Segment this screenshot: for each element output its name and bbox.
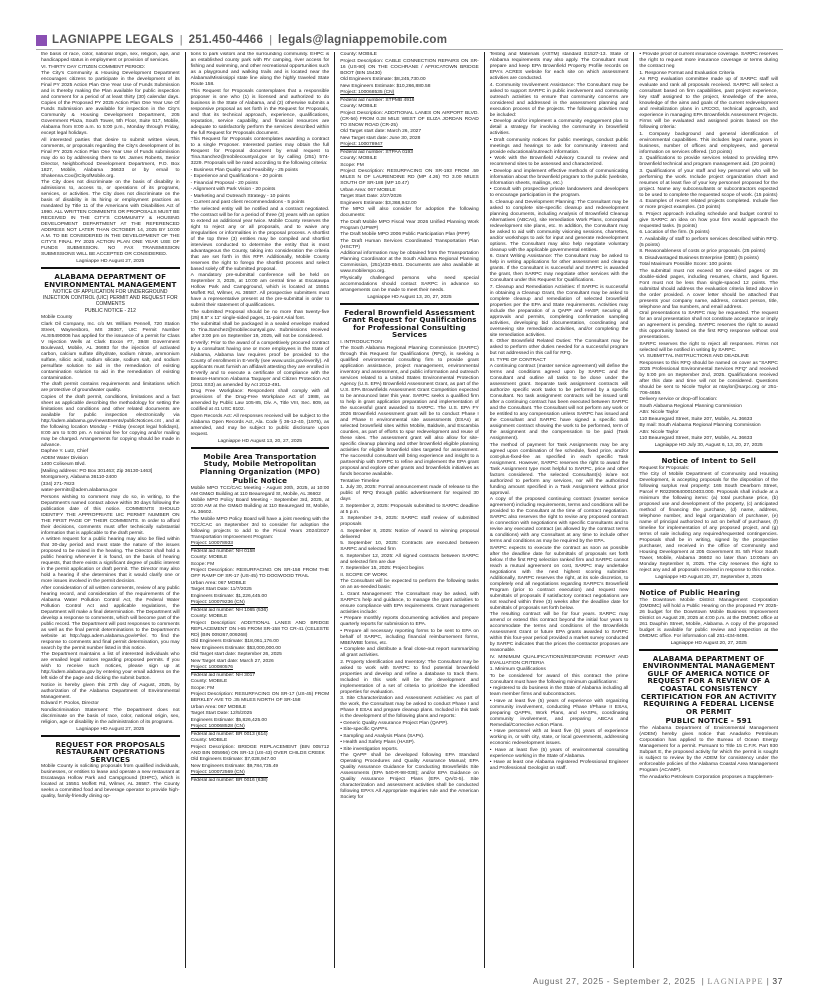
- project-line: County: MOBILE: [340, 104, 377, 109]
- bullet-item: • Site investigation reports.: [340, 746, 399, 752]
- header-separator: |: [179, 34, 183, 46]
- bullet-item: • Prepare monthly reports documenting activities and prepare quarterly reports for submission to EPA.: [340, 616, 479, 628]
- project-line: Federal aid number: NH 3017: [190, 672, 256, 678]
- publication-signature: Lagniappe HD August 13, 20, 27, 2025: [217, 438, 303, 444]
- body-text: 5. Cleanup and Development Planning: The Consultant may be asked to complete site-specific cleanup and redevelopment planning documents, including Analysis of Brownfield Cleanup Alternatives (ABCAs), site remediation Work Plans, conceptual redevelopment site plans, etc. In addition, the Consultant may be asked to aid with community visioning sessions, charrettes, and/or workshops to ask for input and generate redevelopment options. The Consultant may also help negotiate voluntary cleanup with the applicable governmental entities.: [489, 199, 629, 253]
- body-text: The South Alabama Regional Planning Commission (SARPC) through this Request for Qualifications (RFQ), is seeking a qualified environmental consulting firm to provide grant application assistance, project management, environmental inventory and assessment, and public information and outreach services related to a United States Environmental Protection Agency (U.S. EPA) Brownfield Assessment Grant, as part of the U.S. EPA Brownfields Assessment Grant Competition expected to be announced later this year. SARPC seeks a qualified firm to help in grant application preparation and implementation of the successful grant awarded to SARPC. The U.S. EPA FY 2026 Brownfield Assessment grant will be to conduct Phase I and Phase II environmental site assessments (ESAs) at selected brownfield sites within Mobile, Baldwin, and Escambia counties, as part of efforts to spur redevelopment and reuse of these sites. The assessment grant will also allow for site-specific cleanup planning and other brownfield eligible planning activities for eligible brownfield sites targeted for assessment. The successful consultant will bring experience and insight to a partnership with SARPC to refine and implement the EPA grant proposal and explore other grants and brownfields initiatives as funds become available.: [340, 346, 479, 478]
- body-text: The City's Community & Housing Development Department encourages citizens to participate in the development of its Final PY 2025 Action Plan One Year Use of Funds Submission and is thereby making the Plan available for public inspection and comment for a period of at least thirty (30) calendar days. Copies of the Proposed PY 2025 Action Plan One Year Use Of Funds Submission are available for inspection in the City's Community & Housing Development Department, 205 Government Plaza, South Tower, 5th Floor, Suite 517, Mobile, Alabama from 8:00 a.m. to 5:00 p.m., Monday through Friday, except legal holidays.: [41, 71, 180, 136]
- address-line: Attn: Nicole Taylor: [639, 429, 679, 435]
- body-text: A written request for a public hearing may also be filed within that 30-day period and must state the nature of the issues proposed to be raised in the hearing. The Director shall hold a public hearing whenever it is found, on the basis of hearing requests, that there exists a significant degree of public interest in the permit application or draft permit. The Director may also hold a hearing if she determines that it would clarify one or more issues involved in the permit decision.: [41, 537, 180, 585]
- criteria-item: 8. Reasonableness of costs or price proposals. (25 points): [639, 249, 766, 254]
- criteria-item: 2. Qualifications to provide services related to providing EPA brownfield technical and program management aid. (20 points): [639, 156, 778, 167]
- notice-number: PUBLIC NOTICE - 591: [665, 716, 752, 726]
- body-text: This Request for Proposals contemplates that a responsible proposer is one who (1) is licensed and authorized to do business in the State of Alabama, and (2) otherwise submits a responsive proposal as set forth in the Request for Proposals, and that its technical approach, experience, qualifications, reputation, service capability, and financial resources are adequate to satisfactorily perform the services described within the full Request for Proposals document.: [190, 88, 330, 136]
- body-text: 3. Site Characterization and Assessment Activities: As part of the work, the Consultant may be asked to conduct Phase I and Phase II ESAs and prepare cleanup plans. Included in this task is the development of the following plans and reports:: [340, 696, 479, 720]
- body-text: The City does not discriminate on the basis of disability in admissions to, access to, or operations of its programs, services, or activities. The City does not discriminate on the basis of disability in its hiring or employment practices as mandated by Title 11 of the Americans with Disabilities Act of 1990. ALL WRITTEN COMMENTS OR PROPOSALS MUST BE RECEIVED IN THE CITY'S COMMUNITY & HOUSING DEVELOPMENT DEPARTMENT AT THE REFERENCED ADDRESS NOT LATER THAN OCTOBER 14, 2025 BY 10:00 A.M. TO BE CONSIDERED IN THE DEVELOPMENT OF THE CITY'S FINAL PY 2025 ACTION PLAN ONE YEAR USE OF FUNDS SUBMISSION. NO FAX TRANSMISSION SUBMISSIONS WILL BE ACCEPTED OR CONSIDERED.: [41, 180, 180, 257]
- body-text: The draft permit contains requirements and limitations which are protective of groundwater quality.: [41, 382, 180, 394]
- body-text: A copy of the proposed continuing contract (master service agreement) including requirements, terms and conditions will be provided to the Consultant at the time of contract negotiation. SARPC also reserves the right to revise any proposed contract in connection with negotiations with specific Consultants and to revise any executed contract (as allowed by the contract terms & conditions) with any Consultant at any time to include other terms and conditions as may be required by the EPA.: [489, 497, 629, 544]
- timeline-item: 7. September 15, 2025: Project begins: [340, 566, 424, 572]
- body-text: Persons wishing to comment may do so, in writing, to the Department's named contact above within 30 days following the publication date of this notice. COMMENTS SHOULD IDENTIFY THE APPROPRIATE UIC PERMIT NUMBER ON THE FIRST PAGE OF THEIR COMMENTS. In order to afford their decisions, comments must offer technically substantial information that is applicable to the draft permit.: [41, 494, 180, 536]
- body-text: The Draft Mobile MPO 2006 Public Participation Plan (PPP): [340, 232, 470, 237]
- body-text: Copies of the draft permit, conditions, limitations and a fact sheet as applicable describing the methodology for setting the limitations and conditions and other related documents are available for public inspection electronically via http://adem.alabama.gov/newsEvents/publicNotices.cnt , and at the following location Monday - Friday (except legal holidays), 8:00 am to 5:00 pm. A nominal fee for copying and/or mailing may be charged. Arrangements for copying should be made in advance.: [41, 394, 180, 448]
- bullet-item: • Health and Safety Plans (HASP).: [340, 740, 416, 746]
- publication-signature: Lagniappe HD August 27, 2025: [76, 726, 145, 732]
- contact-line: Montgomery, Alabama 36110-2400: [41, 475, 117, 481]
- body-text: 1. Grant Management: The Consultant may be asked, with SARPC's help and guidance, to manage the grant activities to ensure compliance with EPA requirements. Grant management activities include:: [340, 591, 479, 615]
- body-text: Testing and Materials (ASTM) standard E1527-13. State of Alabama requirements may also apply. The Consultant must prepare and keep EPA Brownfield Property Profile records on EPA's ACRES website for each site on which assessment activities are conducted.: [489, 52, 629, 81]
- project-line: Urban Area: 067 MOBILE: [340, 187, 396, 193]
- notice-title: Notice of Intent to Sell: [661, 456, 756, 465]
- project-number: Project: 100080576: [190, 665, 234, 671]
- body-text: The City of Mobile Department of Community and Housing Development, is accepting proposals for the disposition of the following surplus real property: 165 South Dearborn Street, Parcel # R022906400010403.000. Proposals shall include at a minimum the following items: (a) total purchase price, (b) proposed use and development of the property, (c) anticipated method of financing the purchase, (d) name, address, telephone number, and legal organization of purchaser, (e) name of principal authorized to act on behalf of purchaser, (f) timeline for implementation of any proposed project, and (g) terms of sale including any required/requested contingencies. Proposals shall be in writing, signed by the prospective purchaser, and received in the office of Community and Housing Development at 205 Government St. 5th Floor South Tower, Mobile, Alabama 36602 no later than 10:00am on Monday September 8, 2025. The City reserves the right to reject any and all proposals received in response to this notice.: [639, 472, 778, 574]
- column-1: [36, 52, 186, 968]
- body-text: A continuing contract (master service agreement) will define the terms and conditions agreed upon by SARPC and the Consultant and outline all tasks to be done under the assessment grant. Separate task assignment contracts will authorize specific work tasks to be performed by a specific Consultant. No task assignment contracts will be issued until after a continuing contract has been executed between SARPC and the Consultant. The Consultant will not perform any work or be entitled to any compensation unless SARPC has issued and the Consultant and SARPC have signed a specific task assignment contract showing the work to be performed, term of the assignment and the compensation to be paid (Task Assignment).: [489, 364, 629, 441]
- body-text: The method of payment for Task Assignments may be any agreed upon combination of fee schedule, fixed price, and/or cost-plus-fixed-fee as specified in each specific Task Assignment. However, SARPC reserves the right to award the Task Assignment type most helpful to SARPC, price and other factors considered. The selected Consultant(s) is/are not authorized to perform any services, nor will the authorized funding amount specified in a Task Assignment without prior approval.: [489, 442, 629, 496]
- body-text: Mobile County: [41, 315, 73, 321]
- bullet-item: • Generic Quality Assurance Project Plan (QAPP).: [340, 720, 449, 726]
- body-text: After consideration of all written comments, review of any public hearing record, and consideration of the requirements of the Alabama Water Pollution Control Act, the Federal Water Pollution Control Act and applicable regulations, the Department will make a final determination. The Department will develop a response to comments, which will become part of the public record. The Department will post responses to comments as well as the final permit determinations to the Department's website at http://app.adem.alabama.gov/eFile/. To find the response to comments and final permit determination, you may search by the permit number listed in this notice.: [41, 585, 180, 651]
- body-text: The submittal must not exceed 50 one-sided pages or 25 double-sided pages, including resumes, charts, and figures. Font must not be less than single-spaced 12 points. The submittal should address the evaluation criteria listed above in the order provided. A cover letter should be attached that presents your company name, address, contact person, title, telephone and fax numbers, and email address.: [639, 268, 778, 310]
- notice-subtitle: NOTICE OF APPLICATION FOR UNDERGROUND INJECTION CONTROL (UIC) PERMIT AND REQUEST FOR COMMENTS: [42, 289, 178, 308]
- project-line: Old Engineers Estimate: $7,028,947.00: [190, 757, 276, 763]
- header-separator: |: [269, 34, 273, 46]
- section-title: LAGNIAPPE LEGALS: [52, 34, 174, 46]
- project-line: Project Description: RESURFACING ON SR-17 (US-45) FROM BERKLEY AVE TO .35 MILES NORTH OF SR-158: [190, 692, 330, 704]
- body-text: The MPO will also consider for adoption the following documents:: [340, 207, 479, 218]
- criteria-item: 3. Qualifications of your staff and key personnel who will be performing the work. Include project organization chart and resumes of at least five of your key personnel proposed for the project. Name any subconsultants or subcontractors expected to be used to complete the requested scope of work. (15 points): [639, 168, 778, 198]
- criteria-item: 7. Availability of staff to perform services described within RFQ. (5 points): [639, 236, 778, 248]
- timeline-item: 1. July 30, 2025: Formal announcement made of release to the public of RFQ through public advertisement for required 30 days: [340, 485, 479, 503]
- address-line: 110 Beauregard Street, Suite 207, Mobile, AL 36633: [639, 416, 753, 422]
- criteria-item: - Marketing and Outreach Strategy - 10 points: [190, 193, 290, 199]
- project-line: Target Start Date: 11/7/2025: [190, 587, 252, 593]
- project-line: Federal aid number: NH 1065 (536): [190, 607, 268, 613]
- bullet-item: • Work with the Brownfield Advisory Council to review and recommend sites to be assessed and characterized.: [489, 156, 629, 167]
- project-line: Project Description: CABLE CONNECTION REPAIRS ON SR-16 (US-90) ON THE COCHRANE / AFRICATOWN BRIDGE BOOT (BIN 15430): [340, 58, 479, 76]
- project-number: Project: 100068535 (CN): [340, 90, 395, 95]
- project-line: New Engineers Estimate: $10,266,880.58: [340, 83, 431, 89]
- column-4: [485, 52, 635, 968]
- body-text: Mobile MPO Policy Board Meeting - September 3rd, 2025, at 10:00 AM at the GM&O Building at 110 Beauregard St, Mobile, AL 36602.: [190, 498, 330, 516]
- project-number: Project: 100078947: [340, 142, 383, 147]
- body-text: The Downtown Mobile District Management Corporation (DMDMC) will hold a Public Hearing on the proposed FY 2025-26 budget for the Downtown Mobile Business Improvement District on August 28, 2025 at 4:00 p.m. at the DMDMC office at 261 Dauphin Street, Mobile, Alabama. A copy of the proposed budget is available for public review and inspection at the DMDMC office. For information call 251-434-8498.: [639, 597, 778, 639]
- project-line: County: MOBILE: [190, 738, 228, 744]
- notice-title: Federal Brownfield Assessment Grant Request for Qualifications for Professional Consulting Services: [342, 307, 477, 340]
- body-text: The Alabama Department of Environmental Management (ADEM) hereby gives notice that Anadarko Petroleum Corporation has applied to the Bureau of Ocean Energy Management for a permit. Pursuant to Title 15 C.F.R. Part 930 Subpart E, the proposed activity for which the permit is sought is subject to review by the ADEM for consistency under the enforceable policies of the Alabama Coastal Area Management Program (ACAMP).: [639, 726, 778, 774]
- contact-line: ADEM Water Division: [41, 455, 88, 461]
- body-text: SARPC expects to execute the contract as soon as possible after the deadline date for submittals of proposals set forth below. If the first RFQ selection ranked firm and SARPC cannot reach a mutual agreement on cost, SARPC may undertake negotiations with the next highest scoring submitter. Additionally, SARPC reserves the right, at its sole discretion, to completely end all negotiations regarding SARPC's Brownfield Program (prior to contract execution) and request new submittals of proposals if satisfactory contract negotiations are not reached within three (3) weeks after the deadline date for submittals of proposals set forth below.: [489, 545, 629, 611]
- body-text: Clark Oil Company, Inc. c/o Mr. William Pennell, 720 Station Street, Waynesboro, MS 39367, UIC Permit Number ALSI5490006 has applied for the issuance of a permit for Class V Injection Wells at Clark Exxon #7, 3948 Government Boulevard, Mobile, AL 36693 for the injection of activated carbon, calcium sulfate dihydrate, sodium nitrate, ammonium sulfate, silicic acid, sodium silicate, sodium salt, and sodium persulfate solution to aid in the remediation of existing contamination solution to aid in the remediation of existing contamination.: [41, 321, 180, 381]
- project-line: Project Description: ADDITIONAL LANES ON AIRPORT BLVD. (CR-56) FROM 0.28 MILE WEST OF ELIZA JORDAN ROAD TO SNOW ROAD (CR-25): [340, 110, 479, 128]
- contact-line: [Mailing address: PO Box 301463; Zip 36130-1463]: [41, 468, 153, 474]
- criteria-item: 4. Examples of recent related projects completed. Include five or more project examples. (10 points): [639, 199, 778, 210]
- criteria-item: - Alignment with Park Vision - 20 points: [190, 187, 276, 192]
- header-email[interactable]: legals@lagniappemobile.com: [278, 34, 448, 46]
- body-text: The Department maintains a list of interested individuals who are emailed legal notices regarding proposed permits. If you wish to receive such notices, please sign up at http://adem.alabama.gov by entering your email address on the left side of the page and clicking the submit button.: [41, 652, 180, 682]
- project-number: Project: 100068528 (CN): [190, 724, 245, 730]
- project-line: Old Engineers Estimate: $18,061,176.00: [190, 639, 279, 645]
- notice-title: ALABAMA DEPARTMENT OF ENVIRONMENTAL MANAGEMENT: [44, 272, 177, 289]
- body-text: All interested parties that desire to submit written views, comments, or proposals regarding the City's development of its Final PY 2025 Action Plan One Year Use of Funds submission may do so by addressing them to Mr. James Roberts, Senior Director, Neighborhood Development Department, P.O. Box 1827, Mobile, Alabama 36633 or by email to Shakenna.Cox@CityofMobile.org.: [41, 137, 180, 179]
- body-text: Drug Free Workplace: Respondent shall comply with all provisions of the Drug-Free Workplace Act of 1988, as amended by Public Law 105-85, Div. A, Title VIII, Sec. 809, as codified at 41 USC 8102.: [190, 389, 330, 412]
- section-heading: VI. SUBMITTAL INSTRUCTIONS AND DEADLINE: [639, 354, 749, 359]
- project-line: County: MOBILE: [340, 52, 377, 57]
- body-text: Nondiscrimination Statement: The Department does not discriminate on the basis of race, color, national origin, sex, religion, age or disability in the administration of its programs.: [41, 707, 180, 725]
- notice-mpo: [191, 447, 330, 785]
- contact-line: (334) 271-7823: [41, 481, 75, 487]
- notice-title: Mobile Area Transportation Study, Mobile Metropolitan Planning Organization (MPO): [199, 451, 321, 476]
- body-text: To be considered for award of this contract the prime Consultant must have the following minimum qualifications:: [489, 673, 629, 685]
- body-text: The submittal shall be packaged in a sealed envelope marked to Tina.Sanchez@mobilecountyal.gov. Submissions received after 3:00 pm on September 19, 2025, will not be considered.: [190, 322, 330, 339]
- project-line: Federal aid number: STPAA 0193: [340, 149, 413, 155]
- column-5: [634, 52, 783, 968]
- bullet-item: • registered to do business in the State of Alabama including all team member firms and subcontractors.: [489, 686, 629, 697]
- address-line: Attn: Nicole Taylor: [639, 410, 679, 415]
- project-line: Federal aid number: BR 0013 (614): [190, 731, 268, 737]
- issue-dates: August 27, 2025 - September 2, 2025: [532, 976, 696, 986]
- page-footer: [533, 976, 783, 986]
- bullet-item: • Prepare all necessary reporting forms to be sent to EPA on behalf of SARPC, including financial reimbursement forms, MBE/WBE forms, etc.: [340, 628, 479, 646]
- section-heading: III. TYPE OF CONTRACT: [489, 357, 546, 363]
- body-text: The Mobile MPO Policy Board will have a joint meeting with the TCC/CAC on September 3rd to consider for adoption the following projects to add to the Fiscal Years 2024/2027 Transportation Improvement Program:: [190, 516, 330, 540]
- publication-signature: Lagniappe HD August 20, 27, September 3, 2025: [655, 575, 763, 581]
- bullet-item: • Have at least one Alabama registered Professional Engineer and Professional Geologist on staff.: [489, 760, 629, 771]
- bullet-item: • Draft community notices for public meetings, conduct public meetings and hearings to ask for community interest and provide educational/outreach information.: [489, 137, 629, 155]
- body-text: Responses to this RFQ should be named on cover as "SARPC 2025 Professional Environmental Services RFQ" and received by 5:00 pm on September 2nd, 2025. Qualifications received after this date and time will not be considered. Questions should be sent to Nicole Taylor at ntaylor@sarpc.org or 251-706-4659.: [639, 360, 778, 396]
- address-line: Delivery service or drop-off location:: [639, 397, 718, 402]
- project-line: Federal aid number: NH 0158: [190, 548, 256, 554]
- project-line: Engineers Estimate: $5,826,425.00: [190, 717, 267, 723]
- timeline-item: 3. September 3-5, 2025: SARPC staff review of submitted proposals: [340, 516, 479, 528]
- body-text: The submitted Proposal should be no more than twenty-five (25) 8.5" x 11" single-sided pages, 11-point Arial font.: [190, 309, 330, 321]
- bullet-item: • Consult with prospective private landowners and developers to encourage participation in the program.: [489, 187, 629, 198]
- project-line: Project Description: ADDITIONAL LANES AND BRIDGE REPLACEMENT ON I-65 FROM SR-158 TO CR-41 (CELESTE RD) (BIN 009267,009268): [190, 620, 330, 638]
- project-line: Project Description: RESURFACING ON SR-193 FROM .59 MILES N OF LAURENDINE RD (MP 4.26) TO 3.00 MILES SOUTH OF SR-188 (MP 10.47): [340, 169, 479, 186]
- project-line: County: MOBILE: [190, 555, 228, 561]
- project-line: Engineers Estimate: $3,368,942.00: [340, 200, 417, 206]
- criteria-item: - Business Plan Quality and Feasibility - 25 points: [190, 167, 298, 173]
- page-header: [36, 34, 783, 50]
- criteria-item: - Experience and Qualifications - 20 points: [190, 174, 283, 179]
- timeline-item: 2. September 2, 2025: Proposals submitted to SARPC deadline at 5 p.m.: [340, 503, 479, 515]
- body-text: The Draft Human Services Coordinated Transportation Plan (HSCTP): [340, 238, 479, 250]
- bullet-item: • Site-specific QAPPs.: [340, 727, 389, 733]
- section-heading: 1. Minimum Qualifications: [489, 667, 546, 672]
- body-text: The resulting contract will be for four years. SARPC may amend or extend this contract beyond the initial four years to accommodate the terms and conditions of the Brownfields Assessment Grant or future EPA grants awarded to SARPC within this four-year period provided a market survey conducted by SARPC indicates that the prices the contractor proposes are reasonable.: [489, 612, 629, 653]
- criteria-item: 9. Disadvantaged Business Enterprise (DBE) (5 points): [639, 255, 759, 261]
- project-line: County: MOBILE: [190, 679, 228, 685]
- body-text: An RFQ evaluation committee made up of SARPC staff will evaluate and rank all proposals received. SARPC will select a consultant based on firm capabilities, past project experience, key staff assigned to the project, knowledge of the area, knowledge of the aims and goals of the current redevelopment and revitalization plans in LRCOG, technical approach, and experience in managing EPA Brownfields Assessment Projects. Firms will be evaluated and assigned points based on the following criteria:: [639, 77, 778, 130]
- body-text: Physically challenged persons who need special accommodations should contact SARPC in advance so arrangements can be made to meet their needs.: [340, 275, 479, 293]
- project-line: Old Target start date: September 26, 2025: [190, 652, 282, 658]
- section-color-block: [36, 35, 47, 46]
- notice-subtitle: Public Notice: [232, 476, 288, 486]
- project-line: New Engineers Estimate: $9,784,735.49: [190, 763, 279, 769]
- score-total: Total Maximum Possible Score: 100 points: [639, 262, 732, 267]
- bullet-item: • Sampling and Analysis Plans (SAPs).: [340, 733, 425, 739]
- bullet-item: • Have at least five (5) years of environmental consulting experience working in the State of Alabama.: [489, 747, 629, 759]
- contact-line: 1400 Coliseum Blvd.: [41, 462, 86, 468]
- body-text: The QAPP shall be developed following EPA Standard Operating Procedures and Quality Assurance Manual; EPA Quality Assurance Guidance for Conducting Brownfields Site Assessments (EPA 540-R-98-038); and/or EPA Guidance on Quality Assurance Project Plans (EPA QA/G-5). Site characterization and assessment activities shall be conducted following EPA's All Appropriate Inquiries rule and the American Society for: [340, 753, 479, 801]
- section-heading: II. SCOPE OF WORK: [340, 572, 388, 578]
- section-heading: I. INTRODUCTION: [340, 339, 382, 345]
- notice-public-hearing: [639, 583, 778, 647]
- bullet-item: • Provide proof of current insurance coverage. SARPC reserves the right to request more insurance coverage or terms during the contract neg: [639, 52, 778, 69]
- criteria-item: 1. Company background and general identification of environmental capabilities. This includes legal name, years in business, number of offices and employees, and general information on services offered. (10 points): [639, 131, 778, 155]
- contact-line: Daphne Y. Lutz, Chief: [41, 449, 89, 455]
- body-text: Oral presentations to SARPC may be requested. The request for an oral presentation shall not constitute acceptance or imply an agreement is pending. SARPC reserves the right to award this opportunity based on the first RFQ response without oral presentations.: [639, 311, 778, 340]
- body-text: 4. Community Involvement Assistance: The Consultant may be asked to support SARPC in public involvement and community outreach activities to ensure that community concerns are considered and addressed in the assessment planning and execution process of the projects. The following activities may be included:: [489, 82, 629, 118]
- body-text: 7. Cleanup and Remediation Activities: If SARPC is successful in obtaining a Cleanup Grant, the Consultant may be asked to complete cleanup and remediation of selected brownfield properties per the EPA and State requirements. Activities may include the preparation of a QAPP and HASP, securing all approvals and permits, completing confirmation sampling activities, developing bid documentation, coordinating and overseeing site remediation activities, and/or completing the site remediation activities.: [489, 284, 629, 338]
- bullet-item: • Develop and/or implement a community engagement plan to detail a strategy for involving the community in brownfield activities.: [489, 119, 629, 136]
- notice-rfp-restaurant: [41, 735, 180, 801]
- column-2: [186, 52, 336, 968]
- project-line: Target Start Date: 12/5/2025: [190, 711, 253, 717]
- project-line: Scope: FM: [340, 162, 364, 168]
- section-heading: Tentative Timeline: [340, 478, 380, 484]
- body-text: E-Verify: Prior to the award of a competitively procured contract by a consultant having one or more employees in the State of Alabama, Alabama law requires proof be provided to the County of enrollment in E-Verify (see www.uscis.gov/everify). All applicants must furnish an affidavit attesting they are enrolled in E-Verify and to execute a certificate of compliance with the Beason-Hammon Alabama Taxpayer and Citizen Protection Act (2011 SS3) as amended by Act 2012-491.: [190, 340, 330, 388]
- body-text: the basis of race, color, national origin, sex, religion, age, and handicapped status in employment or provision of services.: [41, 52, 180, 63]
- section-heading: 1. Response Format and Evaluation Criteria: [639, 70, 735, 76]
- body-text: Edward F. Poolos, Director: [41, 701, 99, 707]
- project-line: Federal aid number: STPMB 4918: [340, 97, 415, 103]
- project-number: Project: 100072569 (CN): [190, 770, 245, 776]
- body-text: This Request for Proposals contemplates awarding a contract to a single Proposer. Interested parties may obtain the full Request for Proposal document by email request to Tina.Sanchez@mobilecountyal.gov or by calling (251) 574-3229. Proposals will be rated according to the following criteria:: [190, 137, 330, 166]
- project-line: Urban Area: 067 MOBILE: [190, 704, 247, 710]
- body-text: A mandatory pre-submittal conference will be held on September 3, 2025, at 10:00 am central time at Escatawpa Hollow Park and Campground, which is located at 15551 Moffett Rd, Wilmer, AL 36587. All prospective submitters must have a representative present at the pre-submittal in order to submit their statement of qualifications.: [190, 273, 330, 308]
- body-text: 8. Other Brownfield Related Duties: The Consultant may be asked to perform other duties needed for a successful program but not addressed in this call for RFQ.: [489, 339, 629, 356]
- publication-name: LAGNIAPPE: [707, 976, 764, 986]
- address-line: By mail: South Alabama Regional Planning Commission: [639, 423, 761, 428]
- column-3: [335, 52, 485, 968]
- notice-title: Notice of Public Hearing: [639, 588, 741, 598]
- project-number: Project: 100078933: [190, 541, 234, 547]
- project-line: County: MOBILE: [340, 156, 377, 161]
- body-text: Request for Proposals:: [639, 465, 690, 471]
- address-line: 110 Beauregard Street, Suite 207, Mobile, AL 36633: [639, 436, 753, 441]
- project-line: Scope: FM: [190, 561, 215, 567]
- bullet-item: • Have personnel with at least five (5) years of experience working in, or with city, state, or local governments, addressing economic redevelopment issues.: [489, 729, 629, 746]
- timeline-item: 4. September 8, 2025: Notice of Award to winning proposal delivered: [340, 528, 479, 540]
- bullet-item: • Complete and distribute a final close-out report summarizing all grant activities.: [340, 647, 479, 659]
- body-text: Additional information may be obtained from the Transportation Planning Coordinator at the South Alabama Regional Planning Commission, (251)433-6541. Documents are also available at www.mobilempo.org.: [340, 251, 479, 274]
- footer-separator: |: [766, 976, 773, 986]
- project-line: New Engineers Estimate: $53,000,000.00: [190, 645, 281, 651]
- notice-title: ALABAMA DEPARTMENT OF ENVIRONMENTAL MANAGEMENT GULF OF AMERICA NOTICE OF REQUEST FOR A REVIEW OF A COASTAL CONSISTENCY CERTIFICATION FOR AN ACTIVITY REQUIRING A FEDERAL LICENSE OR PERMIT: [640, 653, 777, 716]
- body-text: Open Records Act: All responses received will be subject to the Alabama Open Records Act, Ala. Code § 36-12-40, (1975), as amended, and may be subject to public disclosure upon request.: [190, 413, 330, 437]
- body-text: The selected entity will be notified and a contract negotiated. The contract will be for a period of three (3) years with an option to extend an additional year twice. Mobile County reserves the right to reject any or all proposals, and to waive any irregularities or informalities in the proposal process. A shortlist of the top three (3) entities may be compiled and shortlist interviews conducted to determine the entity that is most advantageous the County, taking into consideration the criteria that are set forth in this RFP. Additionally, Mobile County reserves the right to forego the shortlist process and select based solely off the submitted proposal.: [190, 206, 330, 272]
- bullet-item: • Have at least five (5) years of experience with organizing community involvement, conducting Phase I/Phase II ESAs, preparing QAPPs, Work Plans, and HASPs, coordinating community involvement, and preparing ABCAs and Remedial/Corrective Action Plans.: [489, 698, 629, 728]
- project-line: Target Start Date: 2/27/2026: [340, 194, 402, 199]
- header-phone: 251.450-4466: [188, 34, 264, 46]
- section-heading: VI. THIRTY DAY CITIZEN COMMENT PERIOD:: [41, 64, 146, 70]
- body-text: Mobile MPO TCC/CAC Meeting - August 20th, 2025, at 10:00 AM GM&O Building at 110 Beauregard St, Mobile, AL 36602: [190, 485, 330, 497]
- criteria-item: - Current and past client recommendations - 5 points: [190, 200, 305, 205]
- publication-signature: Lagniappe HD August 20, 27, 2025: [670, 640, 747, 646]
- page-number: 37: [772, 976, 783, 986]
- body-text: SARPC reserves the right to reject all responses. Firms not selected will be notified in writing by SARPC.: [639, 341, 778, 353]
- section-heading: IV. MINIMUM QUALIFICATIONS/RESPONSE FORMAT AND EVALUATION CRITERIA: [489, 654, 629, 666]
- notice-title: REQUEST FOR PROPOSALS RESTAURANT OPERATIONS SERVICES: [55, 739, 166, 764]
- body-text: The Consultant will be expected to perform the following tasks on an as-needed basis:: [340, 579, 479, 591]
- body-text: tions to park visitors and the surrounding community. EHPC is an established county park with RV camping, river access for fishing and swimming, and other recreational opportunities such as a playground and walking trails and is located near the Alabama/Mississippi state line along the highly traveled State Route 158.: [190, 52, 330, 87]
- body-text: 2. Property Identification and Inventory: The Consultant may be asked to work with SARPC to find potential brownfield properties and develop and refine a database to track them. Included in this work will be the development and implementation of a set of criteria to prioritize the identified properties for evaluation.: [340, 659, 479, 695]
- contact-email: water-permits@adem.alabama.gov: [41, 488, 118, 494]
- publication-signature: Lagniappe HD August 13, 20, 27, 2025: [367, 294, 452, 300]
- body-text: The Draft Mobile MPO Fiscal Year 2026 Unified Planning Work Program (UPWP): [340, 219, 479, 231]
- notice-brownfield-rfq: [340, 303, 479, 802]
- timeline-item: 5. September 10, 2025: Contracts are executed between SARPC and selected firm: [340, 541, 479, 553]
- bullet-item: • Develop and implement effective methods of communicating information about the brownfield program to the public (website, information sheets, mailings, etc.): [489, 168, 629, 186]
- notice-adem-uic: [41, 267, 180, 733]
- criteria-item: 5. Project approach including schedule and budget control to give SARPC an idea on how your firm would approach the requested tasks. (5 points): [639, 211, 778, 229]
- notice-number: PUBLIC NOTICE - 212: [84, 308, 136, 315]
- footer-separator: |: [698, 976, 708, 986]
- body-text: Notice is hereby given this 27th day of August, 2025, by authorization of the Alabama Department of Environmental Management.: [41, 682, 180, 700]
- publication-signature: Lagniappe HD July 30, August 6, 13, 20, 27, 2025: [654, 443, 763, 448]
- project-line: Old Engineers Estimate: $8,245,730.00: [340, 77, 426, 82]
- criteria-item: - Financial Proposal - 20 points: [190, 180, 259, 186]
- project-line: Old Target start date: March 26, 2027: [340, 129, 422, 134]
- body-text: 6. Grant Writing Assistance: The Consultant may be asked to help in writing applications for other assessment and cleanup grants. If the Consultant is successful and SARPC is awarded the grant, then SARPC may negotiate other services with the Consultant under this Request for Qualifications.: [489, 254, 629, 283]
- criteria-item: 6. Location of the firm. (5 points): [639, 230, 710, 235]
- body-text: Mobile County is soliciting proposals from qualified individuals, businesses, or entities to lease and operate a new restaurant at Escatawpa Hollow Park and Campground (EHPC), which is located at 15551 Moffett Rd, Wilmer, AL 36587. The County seeks a committed food and beverage operator to provide high-quality, family-friendly dining op-: [41, 764, 180, 800]
- notice-intent-to-sell: [639, 451, 778, 581]
- legal-notices-page: [36, 52, 783, 968]
- project-line: Federal aid number: BR 0016 (638): [190, 777, 268, 783]
- project-line: Project Description: BRIDGE REPLACEMENT (BIN 005712 AND BIN 005956) ON SR-13 (US-43) OVER CHILDS CREEK: [190, 744, 330, 756]
- project-line: Scope: FM: [190, 685, 215, 691]
- project-line: Engineers Estimate: $1,226,445.00: [190, 593, 267, 599]
- body-text: The Anadarko Petroleum Corporation proposes a Supplemen-: [639, 774, 774, 780]
- project-number: Project: 100079236 (CN): [190, 600, 245, 606]
- project-line: New Target start date: June 30, 2028: [340, 135, 421, 141]
- publication-signature: Lagniappe HD August 27, 2025: [76, 259, 145, 264]
- project-line: Project Description: RESURFACING ON SR-158 FROM THE OFF RAMP OF SR-17 (US-45) TO DOGWOOD TRAIL: [190, 568, 330, 580]
- timeline-item: 6. September 12, 2025: All signed contracts between SARPC and selected firm are due: [340, 553, 479, 565]
- project-line: New Target start date: March 27, 2026: [190, 658, 274, 664]
- project-line: County: MOBILE: [190, 614, 228, 620]
- address-line: South Alabama Regional Planning Commission: [639, 403, 742, 409]
- notice-adem-coastal: [639, 649, 778, 781]
- project-line: Urban Area: 067 MOBILE: [190, 580, 247, 586]
